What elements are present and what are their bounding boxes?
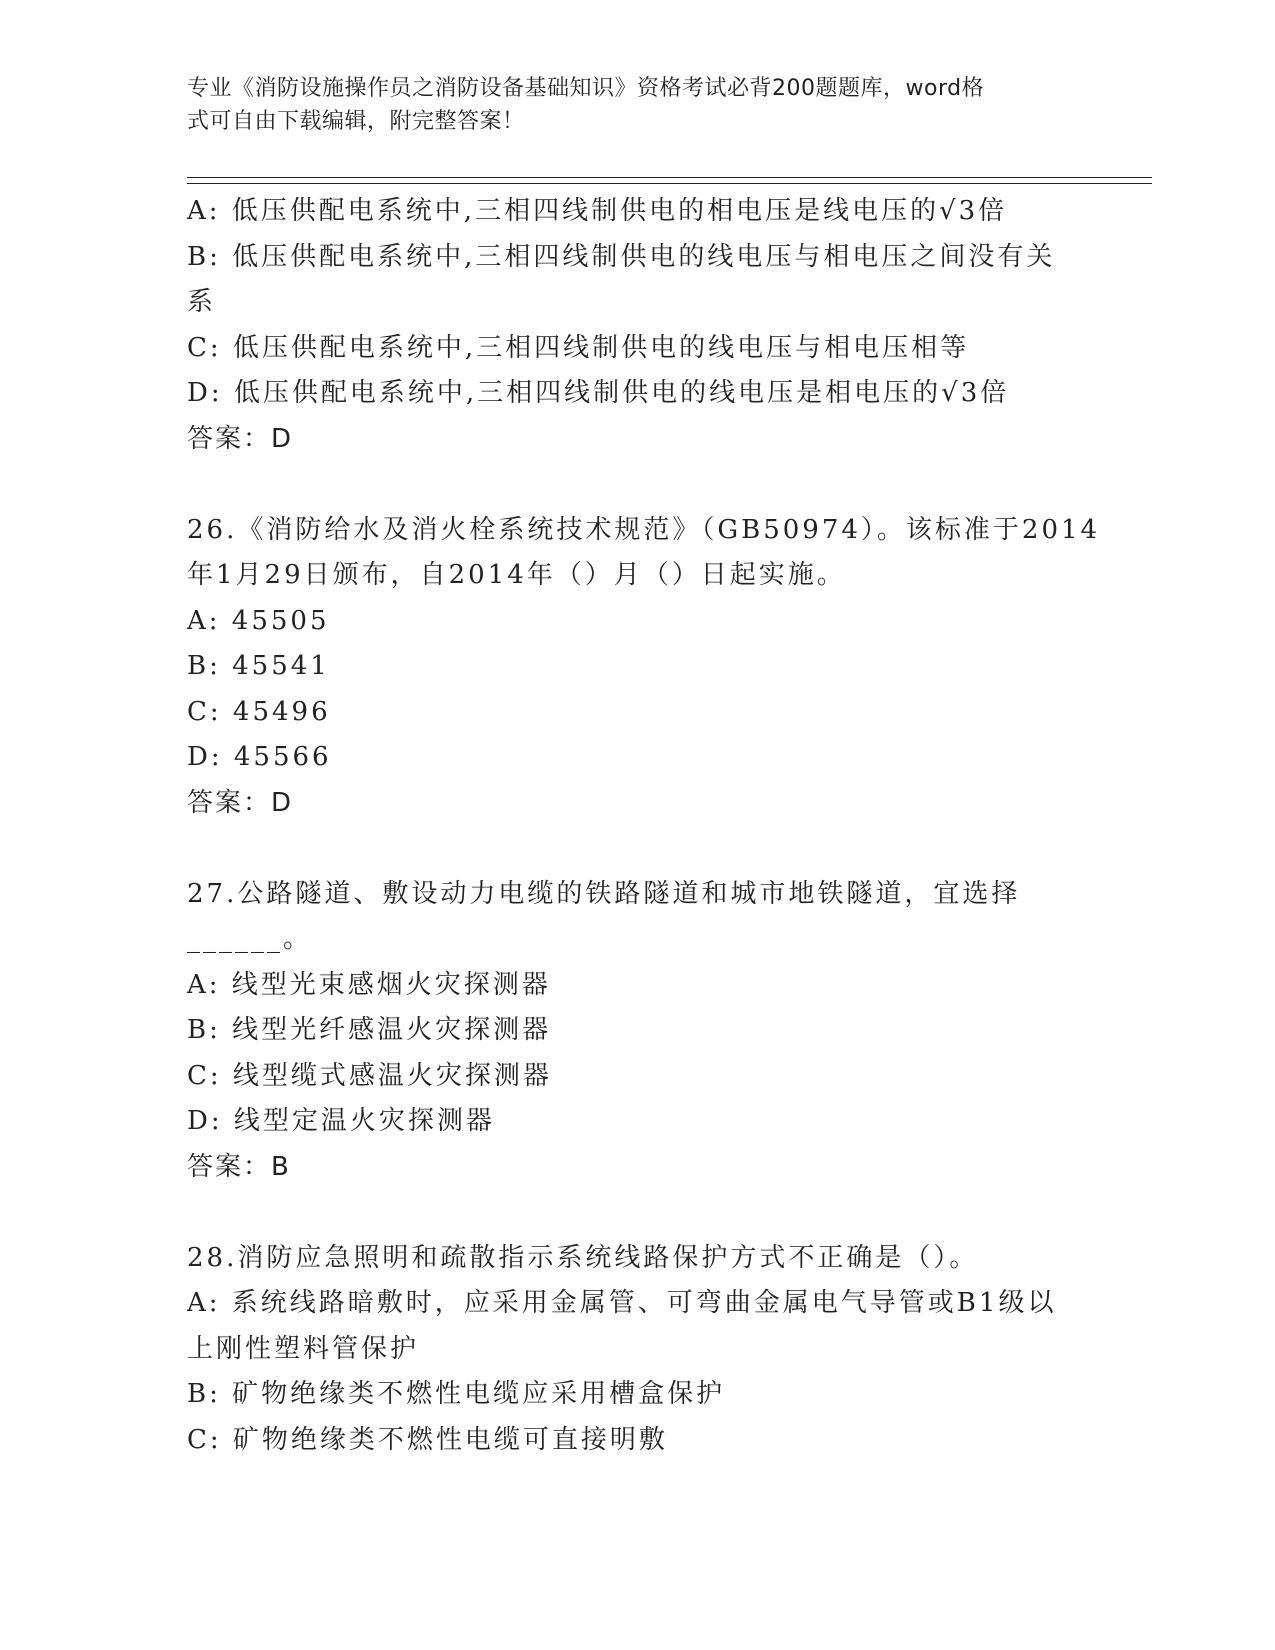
option-b: B: 45541 — [187, 651, 330, 681]
header-rule-bottom — [187, 183, 1152, 184]
answer: 答案：D — [187, 787, 294, 818]
option-c: C: 矿物绝缘类不燃性电缆可直接明敷 — [187, 1424, 668, 1455]
question-stem-line2: 年1月29日颁布，自2014年（）月（）日起实施。 — [187, 560, 846, 590]
option-d: D: 45566 — [187, 742, 332, 772]
question-stem-line1: 27.公路隧道、敷设动力电缆的铁路隧道和城市地铁隧道，宜选择 — [187, 878, 1021, 909]
option-a: A: 低压供配电系统中,三相四线制供电的相电压是线电压的√3倍 — [187, 196, 1008, 226]
question-27 — [187, 872, 1067, 1191]
option-a-line2: 上刚性塑料管保护 — [187, 1333, 420, 1364]
header-line-1: 专业《消防设施操作员之消防设备基础知识》资格考试必背200题题库，word格 — [187, 76, 985, 101]
option-a: A: 45505 — [187, 605, 330, 636]
option-b: B: 线型光纤感温火灾探测器 — [187, 1015, 552, 1045]
question-25 — [187, 189, 1067, 462]
option-d: D: 线型定温火灾探测器 — [187, 1106, 495, 1136]
option-a-line1: A: 系统线路暗敷时，应采用金属管、可弯曲金属电气导管或B1级以 — [187, 1288, 1057, 1318]
question-28 — [187, 1236, 1067, 1464]
option-b-line1: B: 低压供配电系统中,三相四线制供电的线电压与相电压之间没有关 — [187, 241, 1056, 272]
option-b: B: 矿物绝缘类不燃性电缆应采用槽盒保护 — [187, 1379, 726, 1409]
document-header — [187, 72, 1067, 138]
option-c: C: 线型缆式感温火灾探测器 — [187, 1060, 552, 1091]
question-content — [187, 189, 1101, 1463]
answer: 答案：B — [187, 1151, 291, 1182]
question-stem-line2: ______。 — [187, 924, 313, 954]
header-rule-top — [187, 177, 1152, 178]
option-c: C: 低压供配电系统中,三相四线制供电的线电压与相电压相等 — [187, 332, 970, 363]
header-line-2: 式可自由下载编辑，附完整答案！ — [187, 109, 525, 134]
option-b-line2: 系 — [187, 287, 217, 317]
question-26 — [187, 508, 1101, 827]
answer: 答案：D — [187, 423, 294, 454]
option-c: C: 45496 — [187, 696, 331, 727]
spacer — [187, 462, 1067, 508]
question-stem: 28.消防应急照明和疏散指示系统线路保护方式不正确是（）。 — [187, 1242, 979, 1273]
option-d: D: 低压供配电系统中,三相四线制供电的线电压是相电压的√3倍 — [187, 378, 1010, 408]
question-stem-line1: 26.《消防给水及消火栓系统技术规范》（GB50974）。该标准于2014 — [187, 514, 1101, 545]
option-a: A: 线型光束感烟火灾探测器 — [187, 969, 551, 1000]
spacer — [187, 1190, 1067, 1236]
spacer — [187, 826, 1067, 872]
